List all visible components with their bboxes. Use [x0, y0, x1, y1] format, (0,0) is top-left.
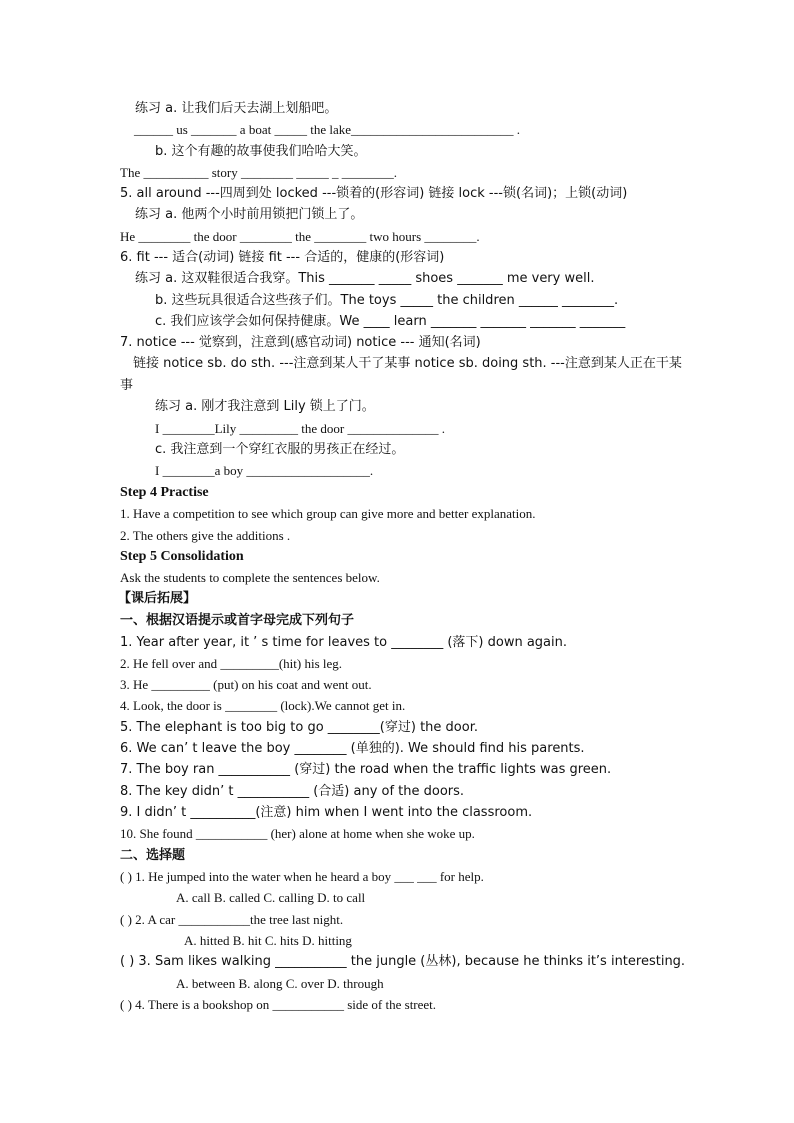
- step-5-text: Ask the students to complete the sentences below.: [120, 570, 380, 585]
- fill-item-10: 10. She found ___________ (her) alone at home when she woke up.: [120, 826, 475, 841]
- step-4-item-2: 2. The others give the additions .: [120, 528, 291, 543]
- exercise-6b: b. 这些玩具很适合这些孩子们。The toys _____ the children ______ ________.: [155, 293, 619, 308]
- extension-heading: 【课后拓展】: [118, 591, 197, 606]
- fill-item-1: 1. Year after year, it ’ s time for leaves to ________ (落下) down again.: [120, 635, 568, 650]
- exercise-4a-blanks: ______ us _______ a boat _____ the lake_________________________ .: [134, 122, 520, 137]
- step-5-heading: Step 5 Consolidation: [120, 549, 244, 564]
- vocab-item-7-link: 链接 notice sb. do sth. ---注意到某人干了某事 notice sb. doing sth. ---注意到某人正在干某: [133, 356, 682, 371]
- exercise-7c-blanks: I ________a boy ___________________.: [155, 463, 374, 478]
- exercise-4b-prompt: b. 这个有趣的故事使我们哈哈大笑。: [155, 144, 367, 159]
- choice-item-3: ( ) 3. Sam likes walking ___________ the jungle (丛林), because he thinks it’s interesting.: [120, 954, 686, 969]
- choice-item-1: ( ) 1. He jumped into the water when he heard a boy ___ ___ for help.: [120, 869, 484, 884]
- fill-item-8: 8. The key didn’ t ___________ (合适) any of the doors.: [120, 784, 465, 799]
- fill-item-7: 7. The boy ran ___________ (穿过) the road when the traffic lights was green.: [120, 762, 612, 777]
- fill-item-4: 4. Look, the door is ________ (lock).We cannot get in.: [120, 698, 406, 713]
- fill-item-2: 2. He fell over and _________(hit) his leg.: [120, 656, 343, 671]
- exercise-6c: c. 我们应该学会如何保持健康。We ____ learn _______ _______ _______ _______: [155, 314, 626, 329]
- fill-item-5: 5. The elephant is too big to go ________(穿过) the door.: [120, 720, 478, 735]
- exercise-7a-prompt: 练习 a. 刚才我注意到 Lily 锁上了门。: [155, 399, 375, 414]
- exercise-5a-blanks: He ________ the door ________ the ________ two hours ________.: [120, 229, 480, 244]
- vocab-item-6: 6. fit --- 适合(动词) 链接 fit --- 合适的，健康的(形容词): [120, 250, 445, 265]
- vocab-item-7: 7. notice --- 觉察到，注意到(感官动词) notice --- 通知(名词): [120, 335, 481, 350]
- vocab-item-7-link-cont: 事: [120, 378, 134, 393]
- fill-item-9: 9. I didn’ t __________(注意) him when I went into the classroom.: [120, 805, 533, 820]
- choice-item-1-options: A. call B. called C. calling D. to call: [176, 890, 366, 905]
- exercise-7c-prompt: c. 我注意到一个穿红衣服的男孩正在经过。: [155, 442, 405, 457]
- exercise-5a-prompt: 练习 a. 他两个小时前用锁把门锁上了。: [135, 207, 364, 222]
- choice-item-2-options: A. hitted B. hit C. hits D. hitting: [184, 933, 352, 948]
- section-2-heading: 二、选择题: [120, 848, 186, 863]
- fill-item-6: 6. We can’ t leave the boy ________ (单独的). We should find his parents.: [120, 741, 585, 756]
- step-4-item-1: 1. Have a competition to see which group can give more and better explanation.: [120, 506, 536, 521]
- choice-item-4: ( ) 4. There is a bookshop on ___________ side of the street.: [120, 997, 437, 1012]
- exercise-7a-blanks: I ________Lily _________ the door ______________ .: [155, 421, 445, 436]
- choice-item-3-options: A. between B. along C. over D. through: [176, 976, 384, 991]
- choice-item-2: ( ) 2. A car ___________the tree last night.: [120, 912, 344, 927]
- fill-item-3: 3. He _________ (put) on his coat and went out.: [120, 677, 372, 692]
- exercise-6a: 练习 a. 这双鞋很适合我穿。This _______ _____ shoes _______ me very well.: [135, 271, 595, 286]
- exercise-4b-blanks: The __________ story ________ _____ _ ________.: [120, 165, 397, 180]
- section-1-heading: 一、根据汉语提示或首字母完成下列句子: [120, 613, 355, 628]
- vocab-item-5: 5. all around ---四周到处 locked ---锁着的(形容词) 链接 lock ---锁(名词)；上锁(动词): [120, 186, 628, 201]
- exercise-4a-prompt: 练习 a. 让我们后天去湖上划船吧。: [135, 101, 338, 116]
- step-4-heading: Step 4 Practise: [120, 485, 209, 500]
